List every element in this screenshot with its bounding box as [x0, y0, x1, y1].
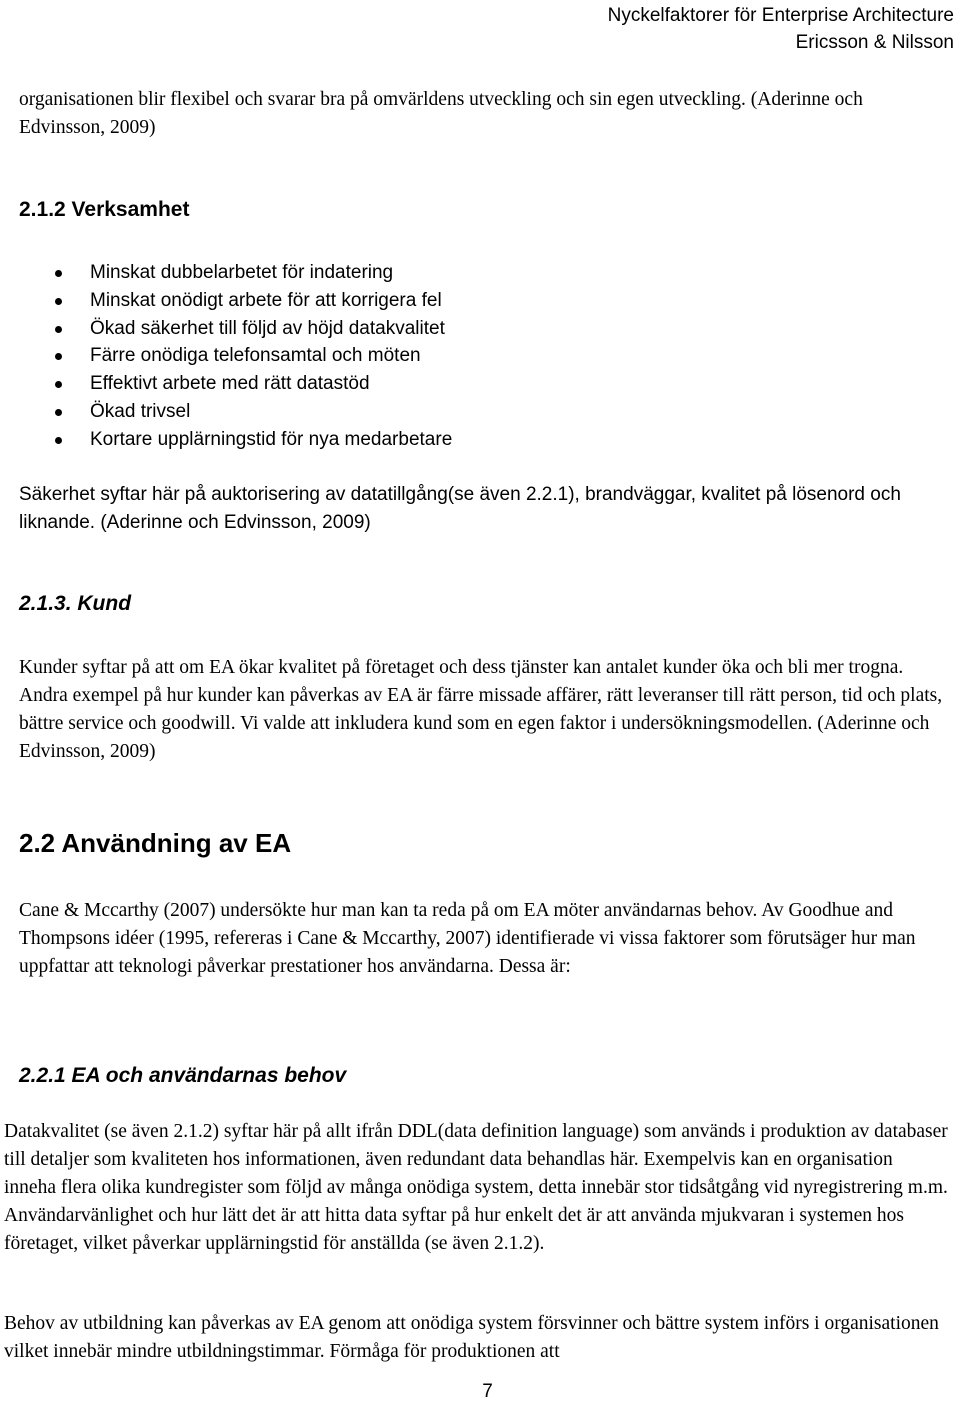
bullet-icon: [55, 270, 62, 277]
kund-paragraph: Kunder syftar på att om EA ökar kvalitet på företaget och dess tjänster kan antalet kunder öka och bli mer trogna. Andra exempel på hur kunder kan påverkas av EA är färre missade affärer, rätt leveranser till rätt person, tid och plats, bättre service och goodwill. Vi valde att inkludera kund som en egen faktor i undersökningsmodellen. (Aderinne och Edvinsson, 2009): [19, 657, 943, 762]
bullet-icon: [55, 437, 62, 444]
running-header: [608, 2, 954, 56]
page-number: 7: [482, 1381, 493, 1402]
bullet-icon: [55, 326, 62, 333]
bullet-icon: [55, 381, 62, 388]
list-item: Ökad trivsel: [0, 398, 452, 426]
section-heading-verksamhet: 2.1.2 Verksamhet: [19, 198, 190, 221]
section-heading-anvandning: 2.2 Användning av EA: [19, 828, 292, 858]
section-heading-behov: 2.2.1 EA och användarnas behov: [19, 1064, 347, 1087]
intro-paragraph: organisationen blir flexibel och svarar bra på omvärldens utveckling och sin egen utveckling. (Aderinne och Edvinsson, 2009): [19, 89, 863, 138]
verksamhet-bullet-list: [0, 259, 452, 454]
header-authors: Ericsson & Nilsson: [795, 32, 954, 53]
list-item: Minskat dubbelarbetet för indatering: [0, 259, 452, 287]
bullet-icon: [55, 298, 62, 305]
verksamhet-note: Säkerhet syftar här på auktorisering av datatillgång(se även 2.2.1), brandväggar, kvalitet på lösenord och liknande. (Aderinne och Edvinsson, 2009): [19, 484, 901, 533]
header-title: Nyckelfaktorer för Enterprise Architecture: [607, 5, 954, 26]
list-item: Färre onödiga telefonsamtal och möten: [0, 342, 452, 370]
bullet-icon: [55, 353, 62, 360]
list-item: Effektivt arbete med rätt datastöd: [0, 370, 452, 398]
list-item: Kortare upplärningstid för nya medarbetare: [0, 426, 452, 454]
anvandning-paragraph: Cane & Mccarthy (2007) undersökte hur man kan ta reda på om EA möter användarnas behov. Av Goodhue and Thompsons idéer (1995, refereras i Cane & Mccarthy, 2007) identifierade vi vissa faktorer som förutsäger hur man uppfattar att teknologi påverkar prestationer hos användarna. Dessa är:: [19, 900, 916, 977]
behov-paragraph-2: Behov av utbildning kan påverkas av EA genom att onödiga system försvinner och bättre system införs i organisationen vilket innebär mindre utbildningstimmar. Förmåga för produktionen att: [4, 1313, 939, 1362]
section-heading-kund: 2.1.3. Kund: [19, 592, 132, 615]
list-item: Ökad säkerhet till följd av höjd datakvalitet: [0, 315, 452, 343]
list-item: Minskat onödigt arbete för att korrigera fel: [0, 287, 452, 315]
behov-paragraph-1: Datakvalitet (se även 2.1.2) syftar här på allt ifrån DDL(data definition language) som används i produktion av databaser till detaljer som kvaliteten hos informationen, även redundant data behandlas här. Exempelvis kan en organisation inneha flera olika kundregister som följd av många onödiga system, detta innebär stor tidsåtgång vid nyregistrering m.m. Användarvänlighet och hur lätt det är att hitta data syftar på hur enkelt det är att använda mjukvaran i systemen hos företaget, vilket påverkar upplärningstid för anställda (se även 2.1.2).: [4, 1121, 948, 1254]
bullet-icon: [55, 409, 62, 416]
